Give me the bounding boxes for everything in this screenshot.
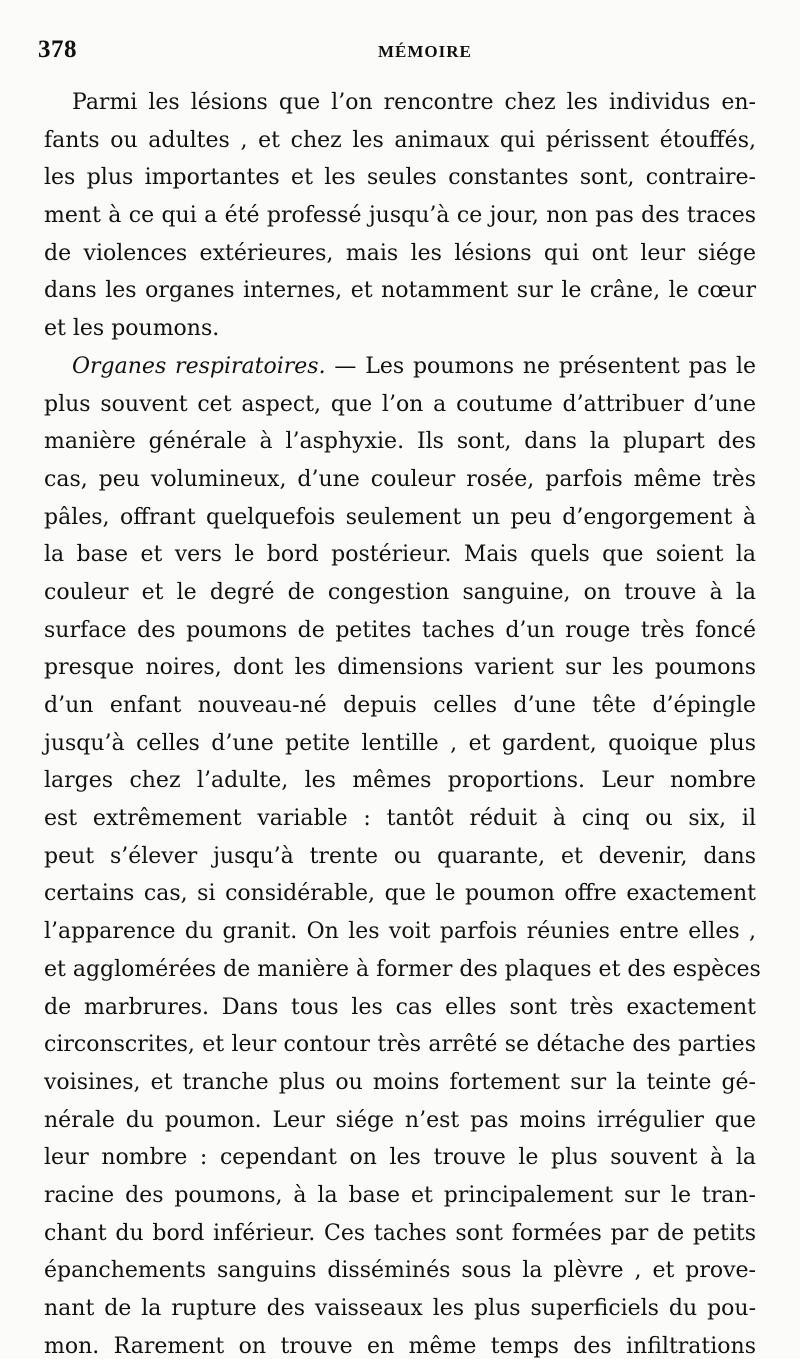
- body-text: [44, 84, 761, 1365]
- text-line: et agglomérées de manière à former des plaques et des espèces: [44, 956, 761, 982]
- text-line: épanchements sanguins disséminés sous la plèvre , et prove-: [44, 1258, 756, 1284]
- text-line: leur nombre : cependant on les trouve le plus souvent à la: [44, 1145, 756, 1171]
- text-line: peut s’élever jusqu’à trente ou quarante, et devenir, dans: [44, 843, 756, 869]
- text-line: presque noires, dont les dimensions varient sur les poumons: [44, 655, 756, 681]
- text-line: ment à ce qui a été professé jusqu’à ce jour, non pas des traces: [44, 203, 756, 229]
- text-line: nérale du poumon. Leur siége n’est pas moins irrégulier que: [44, 1107, 756, 1133]
- text-line: dans les organes internes, et notamment sur le crâne, le cœur: [44, 278, 756, 304]
- text-line: et les poumons.: [44, 316, 220, 342]
- section-heading: Organes respiratoires.: [72, 353, 326, 379]
- text-line: couleur et le degré de congestion sanguine, on trouve à la: [44, 579, 756, 605]
- text-line: jusqu’à celles d’une petite lentille , et gardent, quoique plus: [44, 730, 756, 756]
- text-fragment: — Les poumons ne présentent pas le: [325, 353, 756, 379]
- text-line: Parmi les lésions que l’on rencontre chez les individus en-: [72, 90, 756, 115]
- text-line: racine des poumons, à la base et principalement sur le tran-: [44, 1182, 756, 1208]
- text-line: les plus importantes et les seules constantes sont, contraire-: [44, 165, 756, 191]
- text-line: d’un enfant nouveau-né depuis celles d’une tête d’épingle: [44, 693, 756, 718]
- text-line: cas, peu volumineux, d’une couleur rosée, parfois même très: [44, 466, 756, 492]
- text-line: de violences extérieures, mais les lésions qui ont leur siége: [44, 240, 756, 266]
- text-line: chant du bord inférieur. Ces taches sont formées par de petits: [44, 1220, 756, 1246]
- text-line: nant de la rupture des vaisseaux les plus superficiels du pou-: [44, 1296, 756, 1321]
- text-line: mon. Rarement on trouve en même temps des infiltrations: [44, 1333, 756, 1359]
- text-line: pâles, offrant quelquefois seulement un peu d’engorgement à: [44, 504, 756, 530]
- running-head: MÉMOIRE: [378, 42, 472, 61]
- text-line: larges chez l’adulte, les mêmes proportions. Leur nombre: [44, 768, 756, 794]
- page-number: 378: [38, 36, 77, 63]
- text-line: est extrêmement variable : tantôt réduit à cinq ou six, il: [44, 806, 756, 832]
- page-header: [38, 36, 758, 66]
- text-line: surface des poumons de petites taches d’un rouge très foncé: [44, 617, 756, 643]
- text-line: de marbrures. Dans tous les cas elles sont très exactement: [44, 994, 756, 1020]
- section-lead-line: [44, 348, 756, 386]
- text-line: manière générale à l’asphyxie. Ils sont, dans la plupart des: [44, 429, 756, 455]
- text-line: la base et vers le bord postérieur. Mais quels que soient la: [44, 542, 756, 568]
- text-line: certains cas, si considérable, que le poumon offre exactement: [44, 881, 756, 907]
- text-line: l’apparence du granit. On les voit parfois réunies entre elles ,: [44, 919, 756, 945]
- text-line: circonscrites, et leur contour très arrêté se détache des parties: [44, 1032, 756, 1058]
- text-line: plus souvent cet aspect, que l’on a coutume d’attribuer d’une: [44, 391, 756, 417]
- text-line: voisines, et tranche plus ou moins fortement sur la teinte gé-: [44, 1069, 756, 1095]
- text-line: fants ou adultes , et chez les animaux qui périssent étouffés,: [44, 127, 756, 153]
